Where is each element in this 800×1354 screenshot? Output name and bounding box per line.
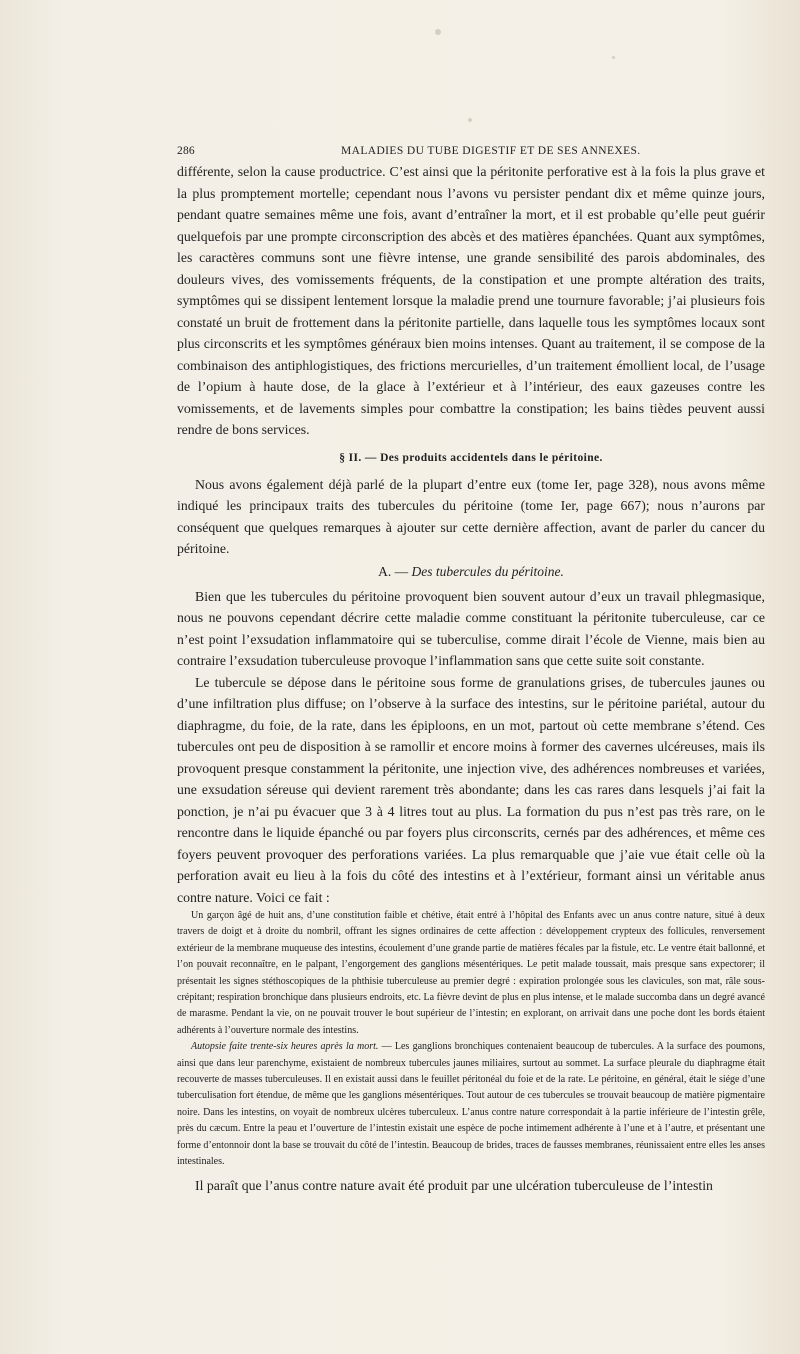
paper-spot bbox=[612, 56, 615, 59]
running-head bbox=[177, 143, 765, 161]
subsection-label: A. — bbox=[378, 563, 409, 579]
paragraph: Le tubercule se dépose dans le péritoine sous forme de granulations grises, de tubercules jaunes ou d’une infiltration plus diffuse; on l’observe à la surface des intestins, sur le péritoine pariétal, autour du diaphragme, du foie, de la rate, dans les épiploons, en un mot, partout où cette membrane s’étend. Ces tubercules ont peu de disposition à se ramollir et encore moins à former des cavernes ulcéreuses, mais ils provoquent presque constamment la péritonite, une injection vive, des adhérences nombreuses et variées, une exsudation séreuse qui devient rarement très abondante; dans les cas rares dans lesquels j’ai fait la ponction, je n’ai pu évacuer que 3 à 4 litres tout au plus. La formation du pus n’est pas très rare, on le rencontre dans le liquide épanché ou par foyers plus circonscrits, cernés par des adhérences, et même ces foyers peuvent provoquer des perforations variées. La plus remarquable que j’aie vue était celle où la perforation avait eu lieu à la fois du côté des intestins et à l’extérieur, formant ainsi un véritable anus contre nature. Voici ce fait : bbox=[177, 674, 765, 905]
page-content bbox=[177, 143, 765, 1196]
closing-text bbox=[177, 1175, 765, 1197]
case-report bbox=[177, 908, 765, 1171]
body-text bbox=[177, 161, 765, 908]
page-number: 286 bbox=[177, 145, 195, 157]
case-paragraph bbox=[177, 1039, 765, 1170]
paper-spot bbox=[468, 118, 472, 122]
paragraph: Bien que les tubercules du péritoine provoquent bien souvent autour d’eux un travail phlegmasique, nous ne pouvons cependant décrire cette maladie comme constituant la péritonite tuberculeuse, car ce n’est point l’exsudation inflammatoire qui se tuberculise, comme dirait l’école de Vienne, mais bien au contraire l’exsudation tuberculeuse provoque l’inflammation sans que cette suite soit constante. bbox=[177, 588, 765, 668]
paper-spot bbox=[435, 29, 441, 35]
case-paragraph: Un garçon âgé de huit ans, d’une constitution faible et chétive, était entré à l’hôpital des Enfants avec un anus contre nature, situé à deux travers de doigt et à droite du nombril, offrant les signes ordinaires de cette affection : développement crypteux des follicules, renversement extérieur de la membrane muqueuse des intestins, écoulement d’une grande partie de matières fécales par la fistule, etc. Le ventre était ballonné, et l’on pouvait reconnaître, en le palpant, l’engorgement des ganglions mésentériques. Le petit malade toussait, mais presque sans expectorer; il présentait les signes stéthoscopiques de la phthisie tuberculeuse au premier degré : expiration prolongée sous les clavicules, son mat, râle sous-crépitant; respiration bronchique dans plusieurs endroits, etc. La fièvre devint de plus en plus intense, et le malade succomba dans un degré avancé de marasme. Pendant la vie, on ne pouvait trouver le bout supérieur de l’intestin; en explorant, on arrivait dans une poche dont les bords étaient adhérents à l’ouverture normale des intestins. bbox=[177, 910, 765, 1036]
subsection-title bbox=[177, 562, 765, 582]
subsection-text: Des tubercules du péritoine. bbox=[411, 563, 564, 579]
paragraph: Nous avons également déjà parlé de la plupart d’entre eux (tome Ier, page 328), nous avons même indiqué les principaux traits des tubercules du péritoine (tome Ier, page 667); nous n’aurons par conséquent que quelques remarques à ajouter sur cette dernière affection, avant de parler du cancer du péritoine. bbox=[177, 476, 765, 556]
section-title: § II. — Des produits accidentels dans le péritoine. bbox=[339, 451, 603, 464]
paragraph: Il paraît que l’anus contre nature avait été produit par une ulcération tuberculeuse de l’intestin bbox=[195, 1177, 713, 1193]
running-title: MALADIES DU TUBE DIGESTIF ET DE SES ANNEXES. bbox=[341, 145, 641, 157]
autopsy-lead: Autopsie faite trente-six heures après la mort. bbox=[191, 1041, 379, 1053]
autopsy-text: — Les ganglions bronchiques contenaient beaucoup de tubercules. A la surface des poumons, ainsi que dans leur parenchyme, existaient de nombreux tubercules jaunes miliaires, surtout au sommet. La surface pleurale du diaphragme était recouverte de masses tuberculeuses. Il en existait aussi dans le feuillet péritonéal du foie et de la rate. Le péritoine, en général, était le siége d’une tuberculisation fort étendue, de même que les ganglions mésentériques. Tout autour de ces tubercules se trouvait beaucoup de matière pigmentaire noire. Dans les intestins, on voyait de nombreux ulcères tuberculeux. L’anus contre nature correspondait à la partie inférieure de l’intestin grêle, près du cæcum. Entre la peau et l’ouverture de l’intestin existait une espèce de poche intimement adhérente à l’une et à l’autre, et présentant une forme d’entonnoir dont la base se trouvait du côté de l’intestin. Beaucoup de brides, traces de fausses membranes, réunissaient entre elles les anses intestinales. bbox=[177, 1041, 766, 1168]
paragraph: différente, selon la cause productrice. C’est ainsi que la péritonite perforative est à la fois la plus grave et la plus promptement mortelle; cependant nous l’avons vu persister pendant dix et même quinze jours, pendant quatre semaines même une fois, avant d’entraîner la mort, et il est probable qu’elle peut guérir quelquefois par une prompte circonscription des abcès et des matières épanchées. Quant aux symptômes, les caractères communs sont une fièvre intense, une grande sensibilité des parois abdominales, des douleurs vives, des vomissements fréquents, de la constipation et une prompte altération des traits, symptômes qui se dissipent lentement lorsque la maladie prend une tournure favorable; j’ai plusieurs fois constaté un bruit de frottement dans la péritonite partielle, dans laquelle tous les symptômes locaux sont plus circonscrits et les symptômes généraux bien moins intenses. Quant au traitement, il se compose de la combinaison des antiphlogistiques, des frictions mercurielles, d’un traitement émollient local, de l’usage de l’opium à haute dose, de la glace à l’extérieur et à l’intérieur, des eaux gazeuses contre les vomissements, et de lavements simples pour combattre la constipation; les bains tièdes peuvent aussi rendre de bons services. bbox=[177, 164, 765, 437]
